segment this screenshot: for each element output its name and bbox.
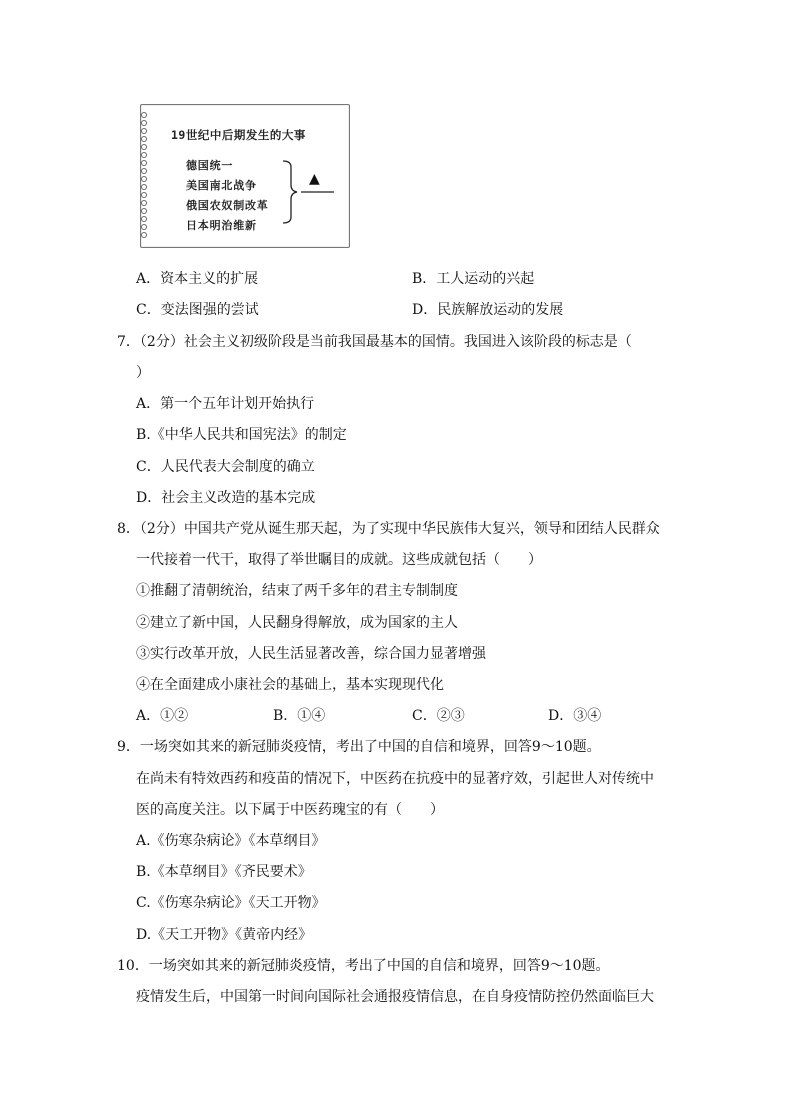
q10-intro: 10．一场突如其来的新冠肺炎疫情，考出了中国的自信和境界，回答9～10题。: [117, 958, 610, 974]
q6-option-d: D．民族解放运动的发展: [412, 302, 564, 318]
q9-intro: 9．一场突如其来的新冠肺炎疫情，考出了中国的自信和境界，回答9～10题。: [117, 739, 601, 755]
q9-option-b: B.《本草纲目》《齐民要术》: [136, 864, 312, 880]
q6-option-b: B．工人运动的兴起: [412, 271, 535, 287]
q8-option-d: D．③④: [548, 708, 602, 724]
q6-option-c: C．变法图强的尝试: [136, 302, 259, 318]
q8-option-b: B．①④: [273, 708, 326, 724]
q8-option-c: C．②③: [412, 708, 465, 724]
figure-item: 德国统一: [186, 159, 234, 172]
q6-option-a: A．资本主义的扩展: [136, 271, 259, 287]
q7-option-a: A．第一个五年计划开始执行: [136, 396, 315, 412]
placeholder-triangle: ▲: [309, 171, 320, 187]
q8-statement-1: ①推翻了清朝统治，结束了两千多年的君主专制制度: [136, 583, 458, 599]
q8-stem-cont: 一代接着一代干，取得了举世瞩目的成就。这些成就包括（ ）: [136, 552, 542, 568]
timeline-notebook-figure: [140, 104, 350, 248]
figure-title: 19世纪中后期发生的大事: [171, 128, 306, 142]
q9-option-a: A.《伤寒杂病论》《本草纲目》: [136, 833, 326, 849]
q7-stem: 7．（2分）社会主义初级阶段是当前我国最基本的国情。我国进入该阶段的标志是（: [117, 334, 632, 350]
figure-item: 日本明治维新: [186, 219, 257, 232]
q9-option-d: D.《天工开物》《黄帝内经》: [136, 927, 313, 943]
q10-stem: 疫情发生后，中国第一时间向国际社会通报疫情信息，在自身疫情防控仍然面临巨大: [136, 989, 654, 1005]
q8-statement-3: ③实行改革开放，人民生活显著改善，综合国力显著增强: [136, 646, 486, 662]
q9-stem-cont: 医的高度关注。以下属于中医药瑰宝的有（ ）: [136, 802, 444, 818]
q8-stem: 8．（2分）中国共产党从诞生那天起，为了实现中华民族伟大复兴，领导和团结人民群众: [117, 521, 660, 537]
q7-stem-cont: ）: [136, 365, 150, 381]
q8-option-a: A．①②: [136, 708, 189, 724]
q8-statement-4: ④在全面建成小康社会的基础上，基本实现现代化: [136, 677, 444, 693]
q9-stem: 在尚未有特效西药和疫苗的情况下，中医药在抗疫中的显著疗效，引起世人对传统中: [136, 771, 654, 787]
figure-item: 俄国农奴制改革: [186, 199, 269, 212]
figure-item: 美国南北战争: [186, 179, 257, 192]
q7-option-b: B.《中华人民共和国宪法》的制定: [136, 427, 347, 443]
q8-statement-2: ②建立了新中国，人民翻身得解放，成为国家的主人: [136, 615, 458, 631]
q7-option-d: D．社会主义改造的基本完成: [136, 490, 316, 506]
q7-option-c: C．人民代表大会制度的确立: [136, 459, 315, 475]
q9-option-c: C.《伤寒杂病论》《天工开物》: [136, 895, 326, 911]
